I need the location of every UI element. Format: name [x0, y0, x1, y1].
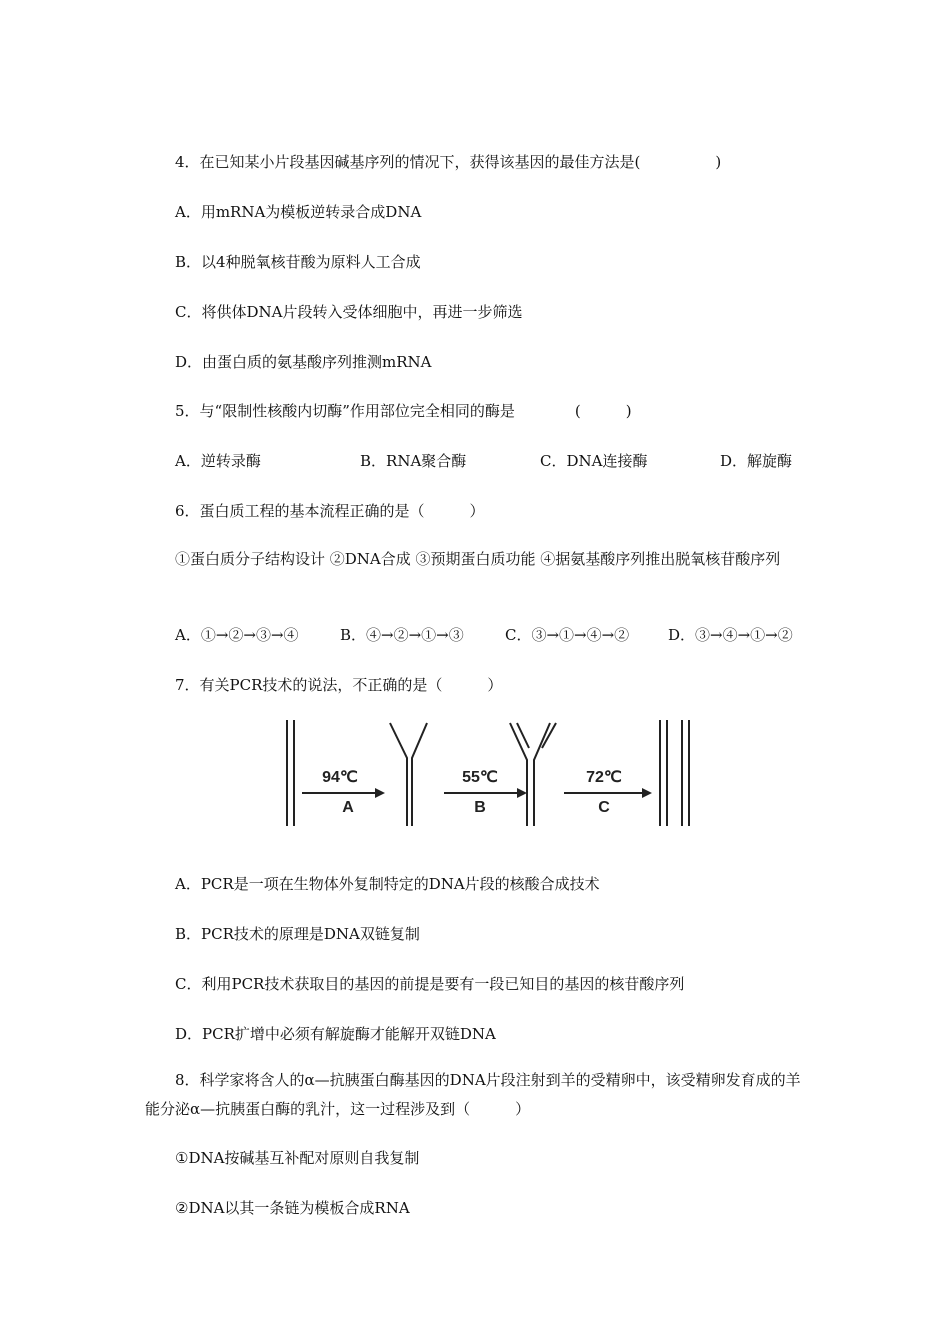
- q6-stem: 6．蛋白质工程的基本流程正确的是（ ）: [175, 502, 485, 520]
- q4-option-d: D．由蛋白质的氨基酸序列推测mRNA: [175, 353, 432, 371]
- q4-stem: 4．在已知某小片段基因碱基序列的情况下，获得该基因的最佳方法是( ): [175, 153, 722, 171]
- q6-option-c: C．③→①→④→②: [505, 626, 630, 644]
- q6-detail: ①蛋白质分子结构设计 ②DNA合成 ③预期蛋白质功能 ④据氨基酸序列推出脱氧核苷酸序列: [175, 550, 781, 568]
- q4-option-c: C．将供体DNA片段转入受体细胞中，再进一步筛选: [175, 303, 523, 321]
- q5-option-d: D．解旋酶: [720, 452, 793, 470]
- q6-option-d: D．③→④→①→②: [668, 626, 793, 644]
- q7-option-c: C．利用PCR技术获取目的基因的前提是要有一段已知目的基因的核苷酸序列: [175, 975, 685, 993]
- step-c-temp: 72℃: [586, 769, 622, 786]
- arrow-c-head: [642, 788, 652, 798]
- q5-option-c: C．DNA连接酶: [540, 452, 648, 470]
- single-strand-line: [390, 723, 407, 826]
- arrow-b-head: [517, 788, 527, 798]
- q6-option-b: B．④→②→①→③: [340, 626, 464, 644]
- q5-stem: 5．与“限制性核酸内切酶”作用部位完全相同的酶是 ( ): [175, 402, 632, 420]
- q8-item-1: ①DNA按碱基互补配对原则自我复制: [175, 1149, 420, 1167]
- q8-item-2: ②DNA以其一条链为模板合成RNA: [175, 1199, 410, 1217]
- q7-stem: 7．有关PCR技术的说法，不正确的是（ ）: [175, 676, 503, 694]
- q5-option-b: B．RNA聚合酶: [360, 452, 467, 470]
- q4-option-a: A．用mRNA为模板逆转录合成DNA: [175, 203, 422, 221]
- single-strand-line: [412, 723, 427, 826]
- step-a-temp: 94℃: [322, 769, 358, 786]
- q4-option-b: B．以4种脱氧核苷酸为原料人工合成: [175, 253, 421, 271]
- q6-option-a: A．①→②→③→④: [175, 626, 299, 644]
- pcr-diagram: [282, 718, 702, 830]
- q7-option-b: B．PCR技术的原理是DNA双链复制: [175, 925, 420, 943]
- step-a-label: A: [342, 799, 354, 816]
- step-b-temp: 55℃: [462, 769, 498, 786]
- q5-option-a: A．逆转录酶: [175, 452, 261, 470]
- arrow-a-head: [375, 788, 385, 798]
- q7-option-a: A．PCR是一项在生物体外复制特定的DNA片段的核酸合成技术: [175, 875, 600, 893]
- step-c-label: C: [598, 799, 610, 816]
- q7-option-d: D．PCR扩增中必须有解旋酶才能解开双链DNA: [175, 1025, 496, 1043]
- q8-stem: 8．科学家将含人的α—抗胰蛋白酶基因的DNA片段注射到羊的受精卵中，该受精卵发育成的羊能分泌α—抗胰蛋白酶的乳汁，这一过程涉及到（ ）: [145, 1071, 801, 1118]
- step-b-label: B: [474, 799, 486, 816]
